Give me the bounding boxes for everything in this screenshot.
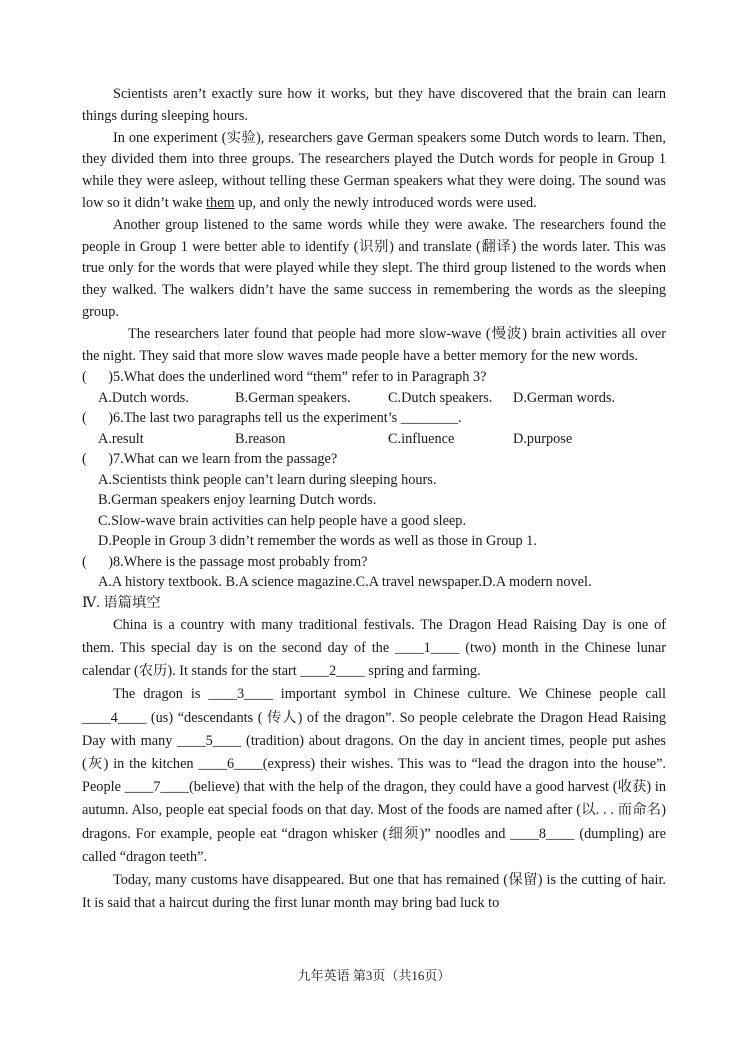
passage-paragraph-3: Another group listened to the same words while they were awake. The researchers found the people in Group 1 were better able to identify (识别) and translate (翻译) the words later. This was true only for the words that were played while they slept. The third group listened to the words when they walked. The walkers didn’t have the same success in remembering the words as the sleeping group. — [82, 216, 666, 320]
paragraph-2-text-a: In one experiment (实验), researchers gave German speakers some Dutch words to learn. Then, they divided them into three groups. The researchers played the Dutch words for people in Group 1 while they were asleep, without telling these German speakers what they were doing. The sound was low so it didn’t wake — [82, 129, 666, 211]
option-b: B.reason — [235, 430, 286, 447]
question-8-stem: ( )8.Where is the passage most probably from? — [82, 553, 368, 570]
passage-paragraph-2 — [82, 128, 666, 215]
question-7-option-c: C.Slow-wave brain activities can help people have a good sleep. — [98, 512, 467, 529]
option-d: D.German words. — [513, 389, 616, 406]
paragraph-2-text-b: up, and only the newly introduced words were used. — [234, 194, 537, 211]
option-b: B.German speakers. — [235, 389, 351, 406]
question-8-options: A.A history textbook. B.A science magazine.C.A travel newspaper.D.A modern novel. — [98, 574, 592, 591]
section-4-title: Ⅳ. 语篇填空 — [82, 594, 161, 611]
passage-paragraph-1: Scientists aren’t exactly sure how it works, but they have discovered that the brain can learn things during sleeping hours. — [82, 86, 666, 124]
question-6-stem: ( )6.The last two paragraphs tell us the experiment’s ________. — [82, 410, 462, 427]
question-6-options — [82, 429, 666, 450]
cloze-paragraph-2: The dragon is ____3____ important symbol in Chinese culture. We Chinese people call ____4____ (us) “descendants ( 传人) of the dragon”. So people celebrate the Dragon Head Raising Day with many ____5____ (tradition) about dragons. On the day in ancient times, people put ashes (灰) in the kitchen ____6____(express) their wishes. This was to “lead the dragon into the house”. People ____7____(believe) that with the help of the dragon, they could have a good harvest (收获) in autumn. Also, people eat special foods on that day. Most of the foods are named after (以. . . 而命名) dragons. For example, people eat “dragon whisker (细须)” noodles and ____8____ (dumpling) are called “dragon teeth”. — [82, 686, 666, 865]
page-footer: 九年英语 第3页（共16页） — [297, 968, 451, 983]
question-7-stem: ( )7.What can we learn from the passage? — [82, 451, 338, 468]
underlined-word-them: them — [206, 194, 235, 211]
option-d: D.purpose — [513, 430, 573, 447]
option-c: C.influence — [388, 430, 455, 447]
question-5-options — [82, 388, 666, 409]
option-a: A.Dutch words. — [98, 389, 189, 406]
document-page — [82, 84, 666, 916]
option-a: A.result — [98, 430, 144, 447]
cloze-paragraph-3: Today, many customs have disappeared. But one that has remained (保留) is the cutting of hair. It is said that a haircut during the first lunar month may bring bad luck to — [82, 872, 666, 912]
question-5-stem: ( )5.What does the underlined word “them” refer to in Paragraph 3? — [82, 369, 487, 386]
passage-paragraph-4: The researchers later found that people had more slow-wave (慢波) brain activities all over the night. They said that more slow waves made people have a better memory for the new words. — [82, 325, 666, 364]
cloze-paragraph-1: China is a country with many traditional festivals. The Dragon Head Raising Day is one of them. This special day is on the second day of the ____1____ (two) month in the Chinese lunar calendar (农历). It stands for the start ____2____ spring and farming. — [82, 616, 666, 680]
question-7-option-d: D.People in Group 3 didn’t remember the words as well as those in Group 1. — [98, 533, 537, 550]
option-c: C.Dutch speakers. — [388, 389, 493, 406]
question-7-option-a: A.Scientists think people can’t learn during sleeping hours. — [98, 471, 437, 488]
question-7-option-b: B.German speakers enjoy learning Dutch words. — [98, 492, 377, 509]
